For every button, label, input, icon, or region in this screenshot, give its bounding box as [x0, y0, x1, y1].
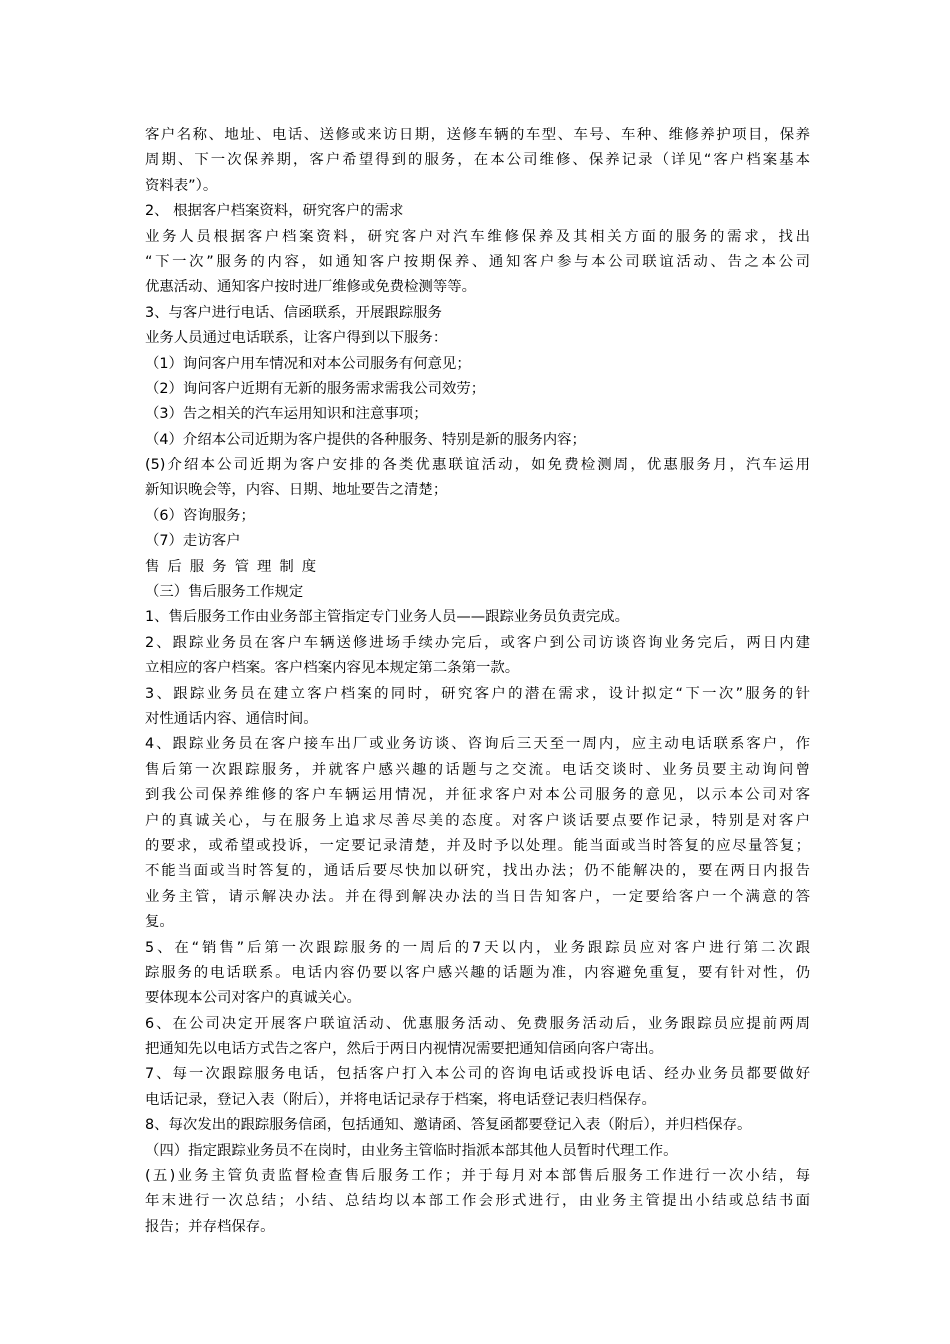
- text-line: 5、在“销售”后第一次跟踪服务的一周后的7天以内，业务跟踪员应对客户进行第二次跟: [145, 939, 810, 956]
- text-line: 7、每一次跟踪服务电话，包括客户打入本公司的咨询电话或投诉电话、经办业务员都要做好: [145, 1066, 810, 1083]
- text-line: 对性通话内容、通信时间。: [145, 710, 318, 727]
- paragraph-p12: [145, 529, 810, 554]
- text-line: 2、 根据客户档案资料，研究客户的需求: [145, 203, 404, 220]
- text-line: 1、售后服务工作由业务部主管指定专门业务人员——跟踪业务员负责完成。: [145, 609, 630, 626]
- text-line: 周期、下一次保养期，客户希望得到的服务，在本公司维修、保养记录（详见“客户档案基本: [145, 152, 810, 169]
- paragraph-p16: [145, 631, 810, 682]
- text-line: 新知识晚会等，内容、日期、地址要告之清楚；: [145, 482, 448, 499]
- text-line: （四）指定跟踪业务员不在岗时，由业务主管临时指派本部其他人员暂时代理工作。: [145, 1142, 678, 1159]
- text-line: （3）告之相关的汽车运用知识和注意事项；: [145, 406, 428, 423]
- paragraph-p6: [145, 352, 810, 377]
- text-line: （1）询问客户用车情况和对本公司服务有何意见；: [145, 355, 471, 372]
- text-line: 2、跟踪业务员在客户车辆送修进场手续办完后，或客户到公司访谈咨询业务完后，两日内建: [145, 634, 810, 651]
- text-line: 电话记录，登记入表（附后），并将电话记录存于档案，将电话登记表归档保存。: [145, 1091, 656, 1108]
- paragraph-p23: [145, 1139, 810, 1164]
- text-line: （三）售后服务工作规定: [145, 584, 304, 601]
- text-line: （6）咨询服务；: [145, 507, 255, 524]
- paragraph-p22: [145, 1113, 810, 1138]
- text-line: 踪服务的电话联系。电话内容仍要以客户感兴趣的话题为准，内容避免重复，要有针对性，仍: [145, 964, 810, 981]
- text-line: 售后第一次跟踪服务，并就客户感兴趣的话题与之交流。电话交谈时、业务员要主动询问曾: [145, 761, 810, 778]
- paragraph-p8: [145, 402, 810, 427]
- paragraph-p19: [145, 936, 810, 1012]
- paragraph-p17: [145, 682, 810, 733]
- text-line: “下一次”服务的内容，如通知客户按期保养、通知客户参与本公司联谊活动、告之本公司: [145, 253, 810, 270]
- text-line: 的要求，或希望或投诉，一定要记录清楚，并及时予以处理。能当面或当时答复的应尽量答复；: [145, 837, 810, 854]
- text-line: 业务人员根据客户档案资料，研究客户对汽车维修保养及其相关方面的服务的需求，找出: [145, 228, 810, 245]
- paragraph-p20: [145, 1012, 810, 1063]
- document-page: [145, 123, 810, 1240]
- text-line: 要体现本公司对客户的真诚关心。: [145, 990, 361, 1007]
- paragraph-p9: [145, 428, 810, 453]
- text-line: 户的真诚关心，与在服务上追求尽善尽美的态度。对客户谈话要点要作记录，特别是对客户: [145, 812, 810, 829]
- text-line: 把通知先以电话方式告之客户，然后于两日内视情况需要把通知信函向客户寄出。: [145, 1041, 664, 1058]
- paragraph-p15: [145, 605, 810, 630]
- text-line: 业务主管，请示解决办法。并在得到解决办法的当日告知客户，一定要给客户一个满意的答: [145, 888, 810, 905]
- text-line: 到我公司保养维修的客户车辆运用情况，并征求客户对本公司服务的意见，以示本公司对客: [145, 787, 810, 804]
- paragraph-p18: [145, 732, 810, 935]
- paragraph-p2: [145, 199, 810, 224]
- text-line: 复。: [145, 914, 174, 931]
- paragraph-p13: [145, 555, 810, 580]
- paragraph-p10: [145, 453, 810, 504]
- text-line: (5)介绍本公司近期为客户安排的各类优惠联谊活动，如免费检测周，优惠服务月，汽车运用: [145, 457, 810, 474]
- text-line: 业务人员通过电话联系，让客户得到以下服务：: [145, 330, 448, 347]
- text-line: 4、跟踪业务员在客户接车出厂或业务访谈、咨询后三天至一周内，应主动电话联系客户，作: [145, 736, 810, 753]
- paragraph-p21: [145, 1062, 810, 1113]
- text-line: 立相应的客户档案。客户档案内容见本规定第二条第一款。: [145, 660, 520, 677]
- text-line: 3、跟踪业务员在建立客户档案的同时，研究客户的潜在需求，设计拟定“下一次”服务的针: [145, 685, 810, 702]
- text-line: 不能当面或当时答复的，通话后要尽快加以研究，找出办法；仍不能解决的，要在两日内报告: [145, 863, 810, 880]
- text-line: 售后服务管理制度: [145, 558, 325, 575]
- text-line: 资料表”）。: [145, 177, 218, 194]
- text-line: 报告；并存档保存。: [145, 1218, 275, 1235]
- text-line: （4）介绍本公司近期为客户提供的各种服务、特别是新的服务内容；: [145, 431, 586, 448]
- paragraph-p5: [145, 326, 810, 351]
- paragraph-p4: [145, 301, 810, 326]
- text-line: （7）走访客户: [145, 533, 241, 550]
- paragraph-p14: [145, 580, 810, 605]
- paragraph-p24: [145, 1164, 810, 1240]
- text-line: 客户名称、地址、电话、送修或来访日期，送修车辆的车型、车号、车种、维修养护项目，保养: [145, 127, 810, 143]
- paragraph-p3: [145, 225, 810, 301]
- text-line: （2）询问客户近期有无新的服务需求需我公司效劳；: [145, 380, 486, 397]
- paragraph-p7: [145, 377, 810, 402]
- text-line: 3、与客户进行电话、信函联系，开展跟踪服务: [145, 304, 442, 321]
- text-line: 优惠活动、通知客户按时进厂维修或免费检测等等。: [145, 279, 476, 296]
- text-line: (五)业务主管负责监督检查售后服务工作；并于每月对本部售后服务工作进行一次小结，每: [145, 1168, 810, 1185]
- text-line: 年末进行一次总结；小结、总结均以本部工作会形式进行，由业务主管提出小结或总结书面: [145, 1193, 810, 1210]
- text-line: 8、每次发出的跟踪服务信函，包括通知、邀请函、答复函都要登记入表（附后），并归档保存。: [145, 1117, 752, 1134]
- paragraph-p11: [145, 504, 810, 529]
- paragraph-p1: [145, 123, 810, 199]
- text-line: 6、在公司决定开展客户联谊活动、优惠服务活动、免费服务活动后，业务跟踪员应提前两周: [145, 1015, 810, 1032]
